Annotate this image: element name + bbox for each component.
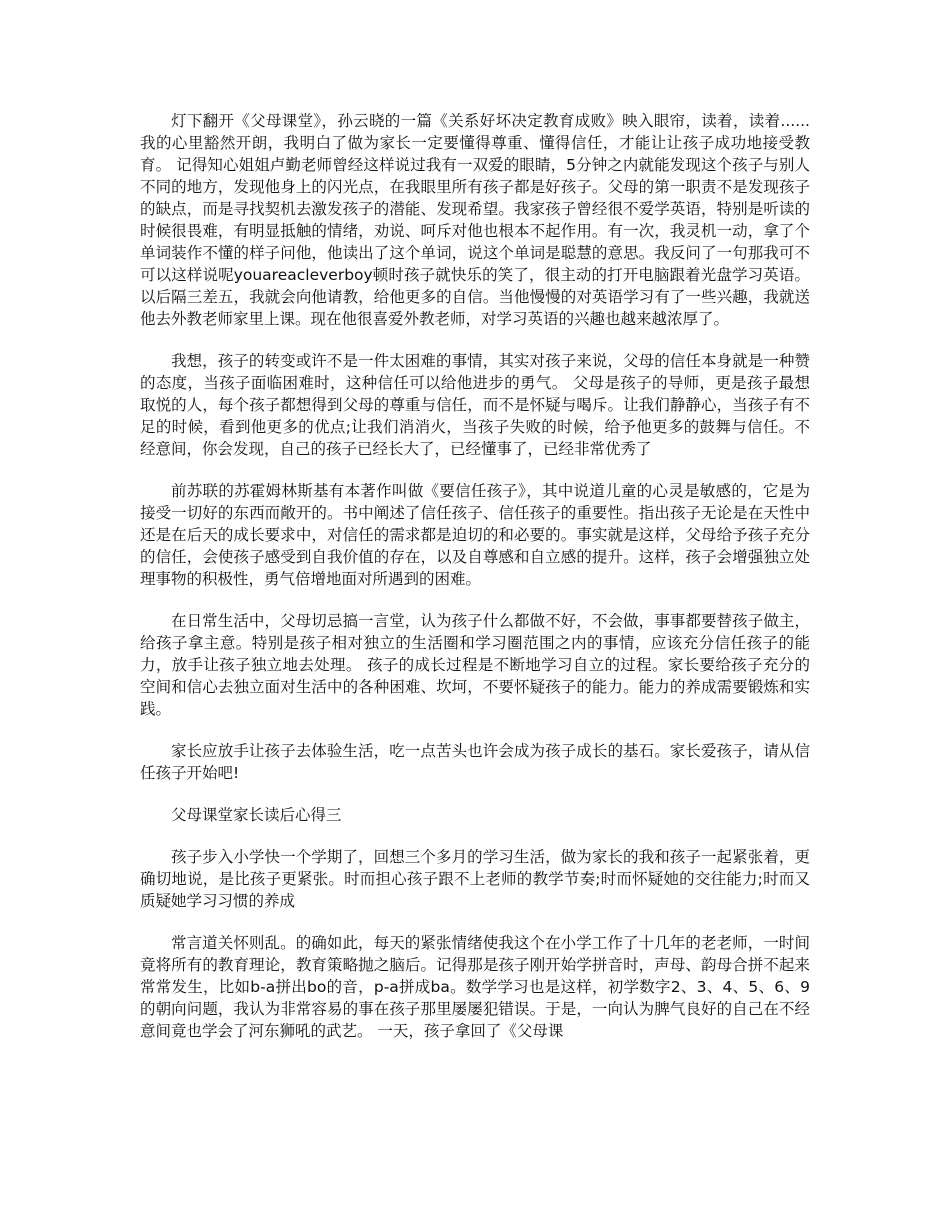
document-body xyxy=(140,110,810,1062)
paragraph: 前苏联的苏霍姆林斯基有本著作叫做《要信任孩子》，其中说道儿童的心灵是敏感的，它是为接受一切好的东西而敞开的。书中阐述了信任孩子、信任孩子的重要性。指出孩子无论是在天性中还是在后天的成长要求中，对信任的需求都是迫切的和必要的。事实就是这样，父母给予孩子充分的信任，会使孩子感受到自我价值的存在，以及自尊感和自立感的提升。这样，孩子会增强独立处理事物的积极性，勇气倍增地面对所遇到的困难。 xyxy=(140,482,810,588)
paragraph: 在日常生活中，父母切忌搞一言堂，认为孩子什么都做不好，不会做，事事都要替孩子做主，给孩子拿主意。特别是孩子相对独立的生活圈和学习圈范围之内的事情，应该充分信任孩子的能力，放手让孩子独立地去处理。 孩子的成长过程是不断地学习自立的过程。家长要给孩子充分的空间和信心去独立面对生活中的各种困难、坎坷，不要怀疑孩子的能力。能力的养成需要锻炼和实践。 xyxy=(140,612,810,718)
paragraph: 孩子步入小学快一个学期了，回想三个多月的学习生活，做为家长的我和孩子一起紧张着，更确切地说，是比孩子更紧张。时而担心孩子跟不上老师的教学节奏;时而怀疑她的交往能力;时而又质疑她学习习惯的养成 xyxy=(140,848,810,910)
paragraph: 家长应放手让孩子去体验生活，吃一点苦头也许会成为孩子成长的基石。家长爱孩子，请从信任孩子开始吧! xyxy=(140,742,810,782)
section-title: 父母课堂家长读后心得三 xyxy=(171,806,342,824)
paragraph: 灯下翻开《父母课堂》，孙云晓的一篇《关系好坏决定教育成败》映入眼帘，读着，读着......我的心里豁然开朗，我明白了做为家长一定要懂得尊重、懂得信任，才能让让孩子成功地接受教育。 记得知心姐姐卢勤老师曾经这样说过我有一双爱的眼睛，5分钟之内就能发现这个孩子与别人不同的地方，发现他身上的闪光点，在我眼里所有孩子都是好孩子。父母的第一职责不是发现孩子的缺点，而是寻找契机去激发孩子的潜能、发现希望。我家孩子曾经很不爱学英语，特别是听读的时候很畏难，有明显抵触的情绪，劝说、呵斥对他也根本不起作用。有一次，我灵机一动，拿了个单词装作不懂的样子问他，他读出了这个单词，说这个单词是聪慧的意思。我反问了一句那我可不可以这样说呢youareacleverboy顿时孩子就快乐的笑了，很主动的打开电脑跟着光盘学习英语。以后隔三差五，我就会向他请教，给他更多的自信。当他慢慢的对英语学习有了一些兴趣，我就送他去外教老师家里上课。现在他很喜爱外教老师，对学习英语的兴趣也越来越浓厚了。 xyxy=(140,112,810,328)
paragraph: 我想，孩子的转变或许不是一件太困难的事情，其实对孩子来说，父母的信任本身就是一种赞的态度，当孩子面临困难时，这种信任可以给他进步的勇气。 父母是孩子的导师，更是孩子最想取悦的人，每个孩子都想得到父母的尊重与信任，而不是怀疑与喝斥。让我们静静心，当孩子有不足的时候，看到他更多的优点;让我们消消火，当孩子失败的时候，给予他更多的鼓舞与信任。不经意间，你会发现，自己的孩子已经长大了，已经懂事了，已经非常优秀了 xyxy=(140,352,810,458)
paragraph: 常言道关怀则乱。的确如此，每天的紧张情绪使我这个在小学工作了十几年的老老师，一时间竟将所有的教育理论，教育策略抛之脑后。记得那是孩子刚开始学拼音时，声母、韵母合拼不起来常常发生，比如b-a拼出bo的音，p-a拼成ba。数学学习也是这样，初学数字2、3、4、5、6、9的朝向问题，我认为非常容易的事在孩子那里屡屡犯错误。于是，一向认为脾气良好的自己在不经意间竟也学会了河东狮吼的武艺。 一天，孩子拿回了《父母课 xyxy=(140,934,810,1040)
